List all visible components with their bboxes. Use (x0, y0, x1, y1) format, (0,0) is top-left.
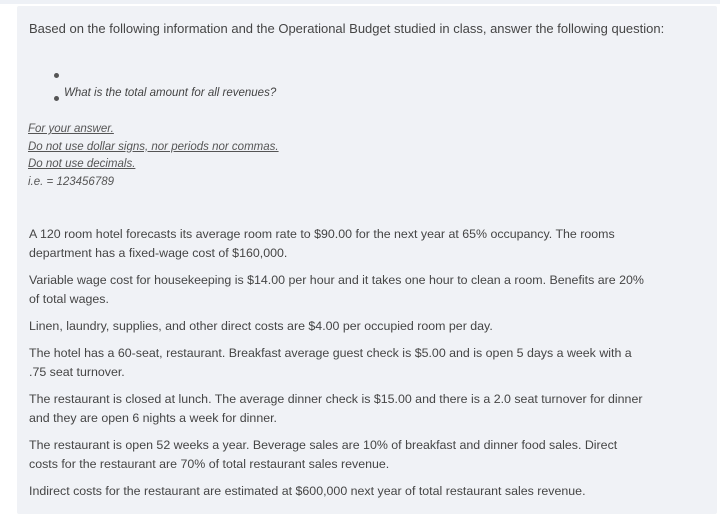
scenario-paragraph: The restaurant is open 52 weeks a year. Beverage sales are 10% of breakfast and dinner food sales. Direct costs for the restaurant are 70% of total restaurant sales revenue. (29, 438, 618, 471)
scenario-paragraph: The restaurant is closed at lunch. The average dinner check is $15.00 and there is a 2.0 seat turnover for dinner and they are open 6 nights a week for dinner. (29, 392, 643, 425)
instruction-line: For your answer. (28, 123, 114, 135)
instruction-example: i.e. = 123456789 (28, 175, 115, 188)
bullet-dot-icon (54, 73, 59, 78)
scenario-paragraph: Linen, laundry, supplies, and other direct costs are $4.00 per occupied room per day. (29, 319, 493, 333)
question-prompt: Based on the following information and the Operational Budget studied in class, answer the following question: (29, 21, 665, 36)
scenario-text (29, 225, 649, 509)
scenario-paragraph: The hotel has a 60-seat, restaurant. Breakfast average guest check is $5.00 and is open 5 days a week with a .75 seat turnover. (29, 346, 632, 379)
instruction-line: Do not use decimals. (28, 158, 136, 171)
scenario-paragraph: A 120 room hotel forecasts its average room rate to $90.00 for the next year at 65% occupancy. The rooms department has a fixed-wage cost of $160,000. (29, 227, 615, 260)
bullet-question: What is the total amount for all revenues? (64, 87, 277, 99)
bullet-dot-icon (54, 96, 59, 101)
question-card (17, 6, 717, 514)
scenario-paragraph: Variable wage cost for housekeeping is $14.00 per hour and it takes one hour to clean a room. Benefits are 20% of total wages. (29, 273, 644, 306)
top-strip (0, 0, 720, 4)
answer-instructions (28, 121, 279, 191)
scenario-paragraph: Indirect costs for the restaurant are estimated at $600,000 next year of total restaurant sales revenue. (29, 484, 586, 498)
instruction-line: Do not use dollar signs, nor periods nor commas. (28, 140, 279, 153)
